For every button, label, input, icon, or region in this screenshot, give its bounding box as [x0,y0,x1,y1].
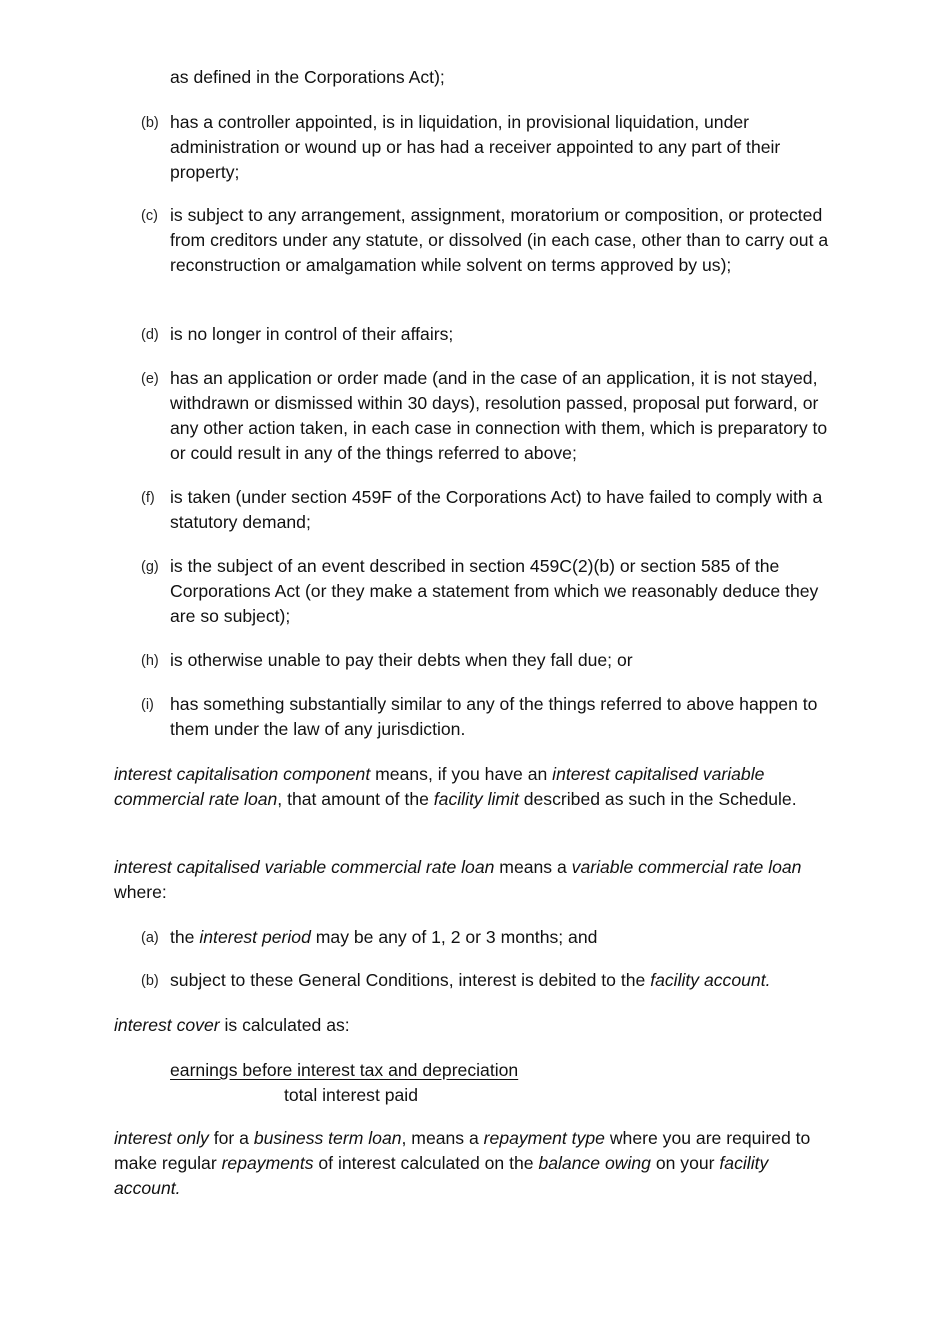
item-label: (d) [141,327,159,343]
defined-term: interest only [114,1128,209,1148]
item-label: (a) [141,930,159,946]
item-label: (g) [141,559,159,575]
item-text: is the subject of an event described in section 459C(2)(b) or section 585 of the Corporations Act (or they make a statement from which we reasonably deduce they are so subject); [170,556,819,626]
item-text: the interest period may be any of 1, 2 or 3 months; and [170,927,598,947]
item-text: is subject to any arrangement, assignment, moratorium or composition, or protected from creditors under any statute, or dissolved (in each case, other than to carry out a reconstruction or amalgamation while solvent on terms approved by us); [170,205,829,275]
continuation-text: as defined in the Corporations Act); [170,67,445,87]
definition-interest-capitalised-loan: interest capitalised variable commercial rate loan means a variable commercial rate loan where: [114,857,802,902]
list-item [141,554,841,629]
item-label: (e) [141,371,159,387]
formula-numerator: earnings before interest tax and depreciation [170,1060,519,1080]
item-label: (f) [141,490,155,506]
item-label: (b) [141,973,159,989]
item-label: (c) [141,208,158,224]
formula-denominator: total interest paid [284,1085,418,1105]
defined-term: interest capitalisation component [114,764,371,784]
list-item [141,110,841,185]
list-item [141,648,841,673]
item-text: has something substantially similar to any of the things referred to above happen to them under the law of any jurisdiction. [170,694,818,739]
item-text: is otherwise unable to pay their debts when they fall due; or [170,650,633,670]
definition-interest-cover: interest cover is calculated as: [114,1015,350,1035]
definition-interest-only: interest only for a business term loan, means a repayment type where you are required to make regular repayments of interest calculated on the balance owing on your facility account. [114,1128,811,1198]
item-text: has an application or order made (and in the case of an application, it is not stayed, withdrawn or dismissed within 30 days), resolution passed, proposal put forward, or any other action taken, in each case in connection with them, which is preparatory to or could result in any of the things referred to above; [170,368,828,463]
item-text: subject to these General Conditions, interest is debited to the facility account. [170,970,771,990]
list-item [141,322,841,347]
definition-interest-capitalisation-component: interest capitalisation component means, if you have an interest capitalised variable commercial rate loan, that amount of the facility limit described as such in the Schedule. [114,764,797,809]
list-item [141,692,841,742]
defined-term: interest cover [114,1015,220,1035]
item-text: is taken (under section 459F of the Corporations Act) to have failed to comply with a statutory demand; [170,487,823,532]
list-item [141,485,841,535]
defined-term: interest capitalised variable commercial rate loan [114,857,495,877]
list-item [141,366,841,466]
list-item [141,203,841,278]
item-label: (i) [141,697,154,713]
item-label: (h) [141,653,159,669]
list-item [141,925,841,950]
item-text: has a controller appointed, is in liquidation, in provisional liquidation, under administration or wound up or has had a receiver appointed to any part of their property; [170,112,781,182]
item-text: is no longer in control of their affairs; [170,324,454,344]
interest-cover-formula [170,1058,570,1105]
list-item [141,968,841,993]
item-label: (b) [141,115,159,131]
